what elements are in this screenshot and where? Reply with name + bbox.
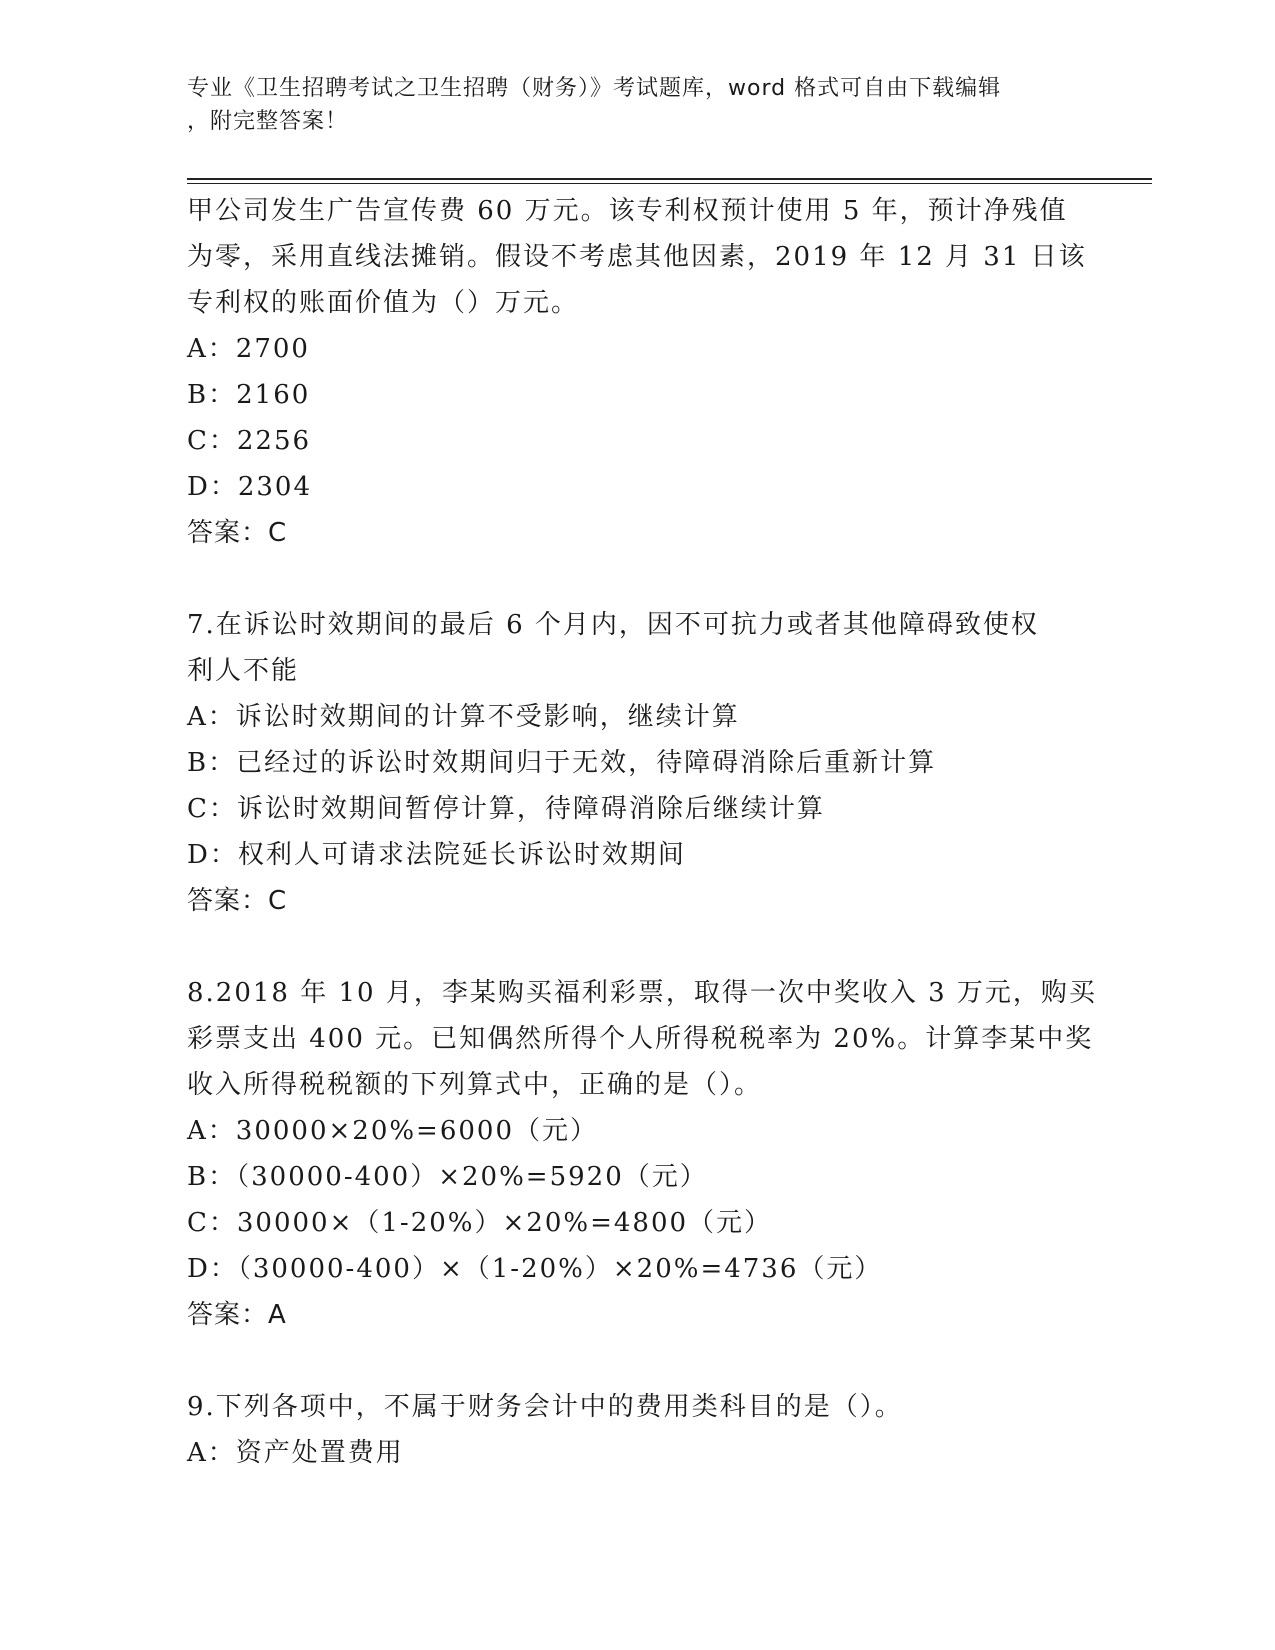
question-stem-line: 甲公司发生广告宣传费 60 万元。该专利权预计使用 5 年，预计净残值 (187, 196, 1068, 226)
answer-label: 答案：C (187, 518, 288, 548)
answer-label: 答案：A (187, 1300, 287, 1330)
option-c: C：2256 (187, 426, 312, 456)
question-stem-line: 彩票支出 400 元。已知偶然所得个人所得税税率为 20%。计算李某中奖 (187, 1024, 1094, 1054)
option-b: B：已经过的诉讼时效期间归于无效，待障碍消除后重新计算 (187, 748, 937, 778)
question-stem-line: 9.下列各项中，不属于财务会计中的费用类科目的是（）。 (187, 1392, 903, 1422)
option-d: D：2304 (187, 472, 313, 502)
spacer (187, 924, 1087, 970)
question-9 (187, 1384, 1087, 1476)
question-stem-line: 收入所得税税额的下列算式中，正确的是（）。 (187, 1070, 763, 1100)
option-d: D：（30000-400）×（1-20%）×20%=4736（元） (187, 1254, 883, 1284)
option-a: A：诉讼时效期间的计算不受影响，继续计算 (187, 702, 740, 732)
header-divider-thin (187, 183, 1152, 184)
header-line-1: 专业《卫生招聘考试之卫生招聘（财务）》考试题库，word 格式可自由下载编辑 (187, 76, 1002, 101)
question-stem-line: 7.在诉讼时效期间的最后 6 个月内，因不可抗力或者其他障碍致使权 (187, 610, 1039, 640)
question-stem-line: 为零，采用直线法摊销。假设不考虑其他因素，2019 年 12 月 31 日该 (187, 242, 1087, 272)
question-content (187, 188, 1097, 1476)
page-header (187, 72, 1087, 138)
option-d: D：权利人可请求法院延长诉讼时效期间 (187, 840, 686, 870)
question-stem-line: 专利权的账面价值为（）万元。 (187, 288, 580, 318)
answer-label: 答案：C (187, 886, 288, 916)
option-a: A：2700 (187, 334, 310, 364)
option-b: B：2160 (187, 380, 311, 410)
option-c: C：诉讼时效期间暂停计算，待障碍消除后继续计算 (187, 794, 825, 824)
spacer (187, 556, 1087, 602)
question-6 (187, 188, 1087, 556)
option-b: B：（30000-400）×20%=5920（元） (187, 1162, 708, 1192)
header-divider-thick (187, 178, 1152, 180)
question-stem-line: 8.2018 年 10 月，李某购买福利彩票，取得一次中奖收入 3 万元，购买 (187, 978, 1097, 1008)
option-a: A：30000×20%=6000（元） (187, 1116, 599, 1146)
option-a: A：资产处置费用 (187, 1438, 404, 1468)
question-stem-line: 利人不能 (187, 656, 300, 686)
option-c: C：30000×（1-20%）×20%=4800（元） (187, 1208, 773, 1238)
spacer (187, 1338, 1087, 1384)
header-line-2: ，附完整答案！ (187, 109, 349, 134)
question-8 (187, 970, 1097, 1338)
question-7 (187, 602, 1087, 924)
